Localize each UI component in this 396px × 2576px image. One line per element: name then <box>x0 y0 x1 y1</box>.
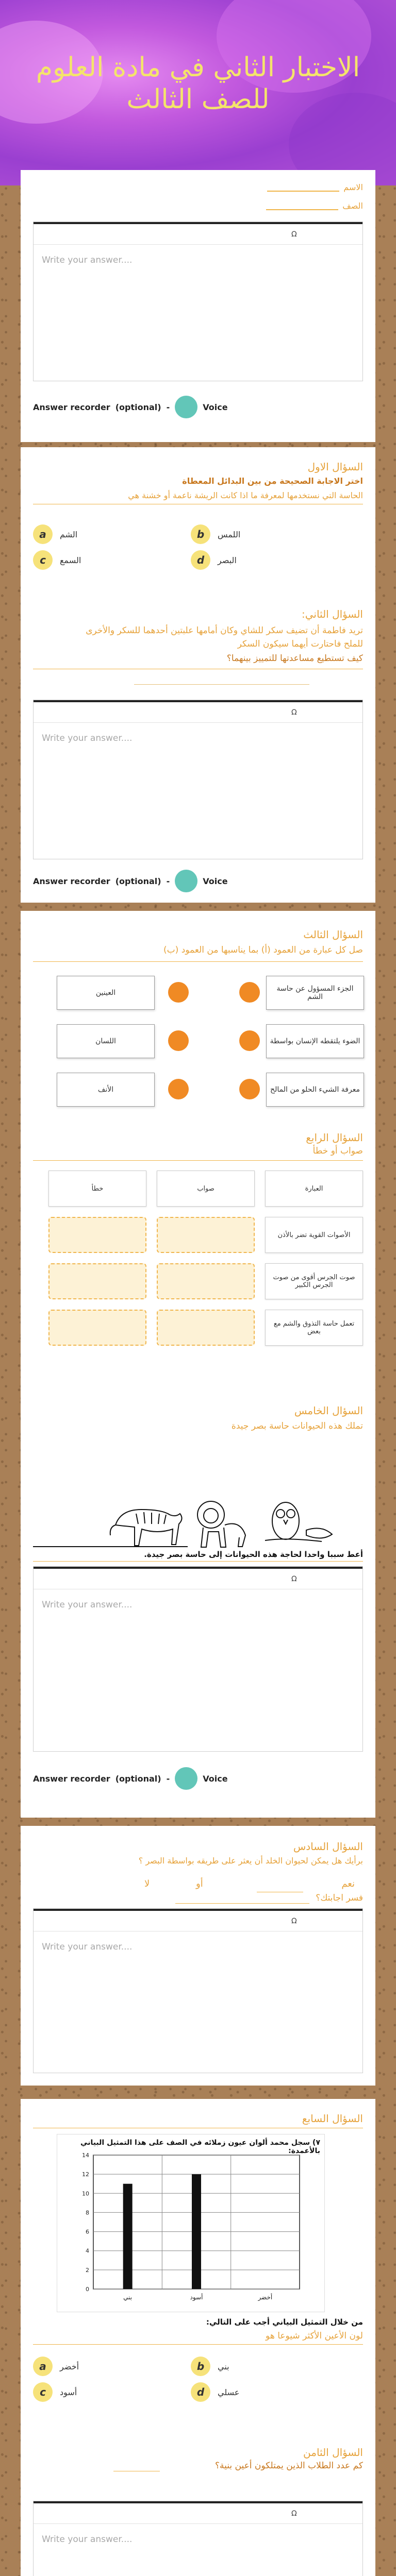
q4-heading: السؤال الرابع <box>306 1131 363 1144</box>
recorder-label: Answer recorder <box>33 876 110 886</box>
q4-drop-true-1[interactable] <box>157 1217 255 1253</box>
omega-icon[interactable]: Ω <box>291 708 297 717</box>
choice-letter-d: d <box>191 550 210 570</box>
y-tick-label: 2 <box>86 2266 89 2274</box>
choice-letter-d: d <box>191 2382 210 2402</box>
q6-heading: السؤال السادس <box>293 1840 363 1853</box>
choice-text: بني <box>218 2361 229 2371</box>
question-6-card <box>21 1826 375 2086</box>
q3-instruction: صل كل عبارة من العمود (أ) بما يناسبها من العمود (ب) <box>163 945 363 955</box>
voice-label: Voice <box>203 402 228 412</box>
q3-heading: السؤال الثالث <box>303 928 363 941</box>
answer-box-3[interactable] <box>33 1566 363 1752</box>
name-label: الاسم <box>343 182 363 192</box>
choice-letter-c: c <box>33 550 53 570</box>
bar-chart <box>57 2150 325 2315</box>
q6-or: أو <box>196 1878 203 1889</box>
q4-drop-false-1[interactable] <box>48 1217 146 1253</box>
recorder-optional: (optional) <box>115 1773 161 1784</box>
q4-drop-true-3[interactable] <box>157 1310 255 1346</box>
answer-toolbar <box>34 222 362 245</box>
owl-icon <box>265 1502 332 1541</box>
voice-record-button[interactable] <box>175 396 197 418</box>
omega-icon[interactable]: Ω <box>291 2510 297 2518</box>
q2-heading: السؤال الثاني: <box>301 608 363 620</box>
q3-right-item-1: الجزء المسؤول عن حاسة الشم <box>266 976 364 1010</box>
class-field[interactable] <box>266 202 338 210</box>
recorder-optional: (optional) <box>115 402 161 412</box>
y-tick-label: 0 <box>86 2286 89 2293</box>
q3-right-dot-2[interactable] <box>239 1030 260 1051</box>
q7-heading: السؤال السابع <box>302 2112 363 2125</box>
q6-justify: فسر اجابتك؟ <box>316 1893 363 1903</box>
q4-statement-2: صوت الجرس أقوى من صوت الجرس الكبير <box>265 1263 363 1299</box>
x-tick-label: أسود <box>190 2294 203 2301</box>
q3-left-item-1: العينين <box>57 976 155 1010</box>
q5-sub-instruction: أعط سببا واحدا لحاجة هذه الحيوانات إلى حاسة بصر جيدة. <box>144 1550 363 1559</box>
class-label: الصف <box>342 201 363 211</box>
q4-drop-true-2[interactable] <box>157 1263 255 1299</box>
q4-drop-false-2[interactable] <box>48 1263 146 1299</box>
q1-stem: الحاسة التي نستخدمها لمعرفة ما اذا كانت الريشة ناعمة أو خشنة هي <box>128 490 363 500</box>
answer-box-5[interactable] <box>33 2501 363 2576</box>
x-tick-label: أخضر <box>258 2294 273 2301</box>
voice-label: Voice <box>203 1773 228 1784</box>
q3-right-dot-3[interactable] <box>239 1079 260 1099</box>
q4-statement-1: الأصوات القوية تضر بالأذن <box>265 1217 363 1253</box>
x-tick-label: بني <box>123 2294 133 2301</box>
question-5-answer-card <box>21 1489 375 1818</box>
q8-text: كم عدد الطلاب الذين يمتلكون أعين بنية؟ <box>215 2461 363 2471</box>
bar-0 <box>123 2184 133 2289</box>
choice-text: السمع <box>60 555 81 565</box>
page-title: الاختبار الثاني في مادة العلوم للصف الثالث <box>36 52 360 115</box>
q5-heading: السؤال الخامس <box>294 1404 363 1417</box>
y-tick-label: 6 <box>86 2228 89 2235</box>
choice-letter-b: b <box>191 2357 210 2376</box>
recorder-label: Answer recorder <box>33 402 110 412</box>
q2-text-1: تريد فاطمة أن تضيف سكر للشاي وكان أمامها علبتين أحدهما للسكر والأخرى <box>86 625 363 636</box>
answer-placeholder: Write your answer.... <box>42 2534 133 2545</box>
question-1-2-card <box>21 447 375 903</box>
choice-text: أسود <box>60 2387 77 2397</box>
q3-right-item-2: الضوء يلتقطه الإنسان بواسطة <box>266 1024 364 1058</box>
q5-instruction: تملك هذه الحيوانات حاسة بصر جيدة <box>231 1421 363 1431</box>
q2-text-2: للملح فاحتارت أيهما سيكون السكر <box>237 639 363 649</box>
omega-icon[interactable]: Ω <box>291 1575 297 1583</box>
answer-placeholder: Write your answer.... <box>42 255 133 265</box>
choice-text: الشم <box>60 529 78 539</box>
voice-record-button[interactable] <box>175 1767 197 1790</box>
answer-placeholder: Write your answer.... <box>42 733 133 743</box>
q1-choice-a[interactable] <box>33 524 177 544</box>
q3-right-dot-1[interactable] <box>239 982 260 1003</box>
voice-record-button[interactable] <box>175 870 197 892</box>
q6-yes[interactable]: نعم <box>341 1878 355 1889</box>
answer-placeholder: Write your answer.... <box>42 1600 133 1610</box>
answer-toolbar <box>34 1909 362 1931</box>
q8-heading: السؤال الثامن <box>303 2446 363 2459</box>
q7-choice-a[interactable] <box>33 2357 177 2376</box>
q3-left-dot-2[interactable] <box>168 1030 189 1051</box>
answer-box-1[interactable] <box>33 222 363 381</box>
y-tick-label: 12 <box>82 2171 89 2178</box>
q4-drop-false-3[interactable] <box>48 1310 146 1346</box>
choice-letter-a: a <box>33 524 53 544</box>
q2-text-3: كيف تستطيع مساعدتها للتمييز بينهما؟ <box>226 653 363 664</box>
answer-recorder-1 <box>33 397 228 417</box>
q3-right-item-3: معرفة الشيء الحلو من المالح <box>266 1073 364 1107</box>
recorder-dash: - <box>166 402 170 412</box>
student-info-card <box>21 170 375 442</box>
eye-color-chart <box>57 2134 325 2312</box>
q3-left-dot-3[interactable] <box>168 1079 189 1099</box>
q1-choice-d[interactable] <box>191 550 335 570</box>
choice-text: البصر <box>218 555 237 565</box>
answer-toolbar <box>34 2501 362 2524</box>
q4-header-false: خطأ <box>48 1171 146 1207</box>
lion-icon <box>197 1501 245 1547</box>
q3-left-dot-1[interactable] <box>168 982 189 1003</box>
answer-recorder-2 <box>33 871 228 891</box>
choice-text: عسلي <box>218 2387 240 2397</box>
voice-label: Voice <box>203 876 228 886</box>
q7-choice-b[interactable] <box>191 2357 335 2376</box>
omega-icon[interactable]: Ω <box>291 1917 297 1925</box>
choice-letter-b: b <box>191 524 210 544</box>
q7-choice-c[interactable] <box>33 2382 177 2402</box>
y-tick-label: 14 <box>82 2152 89 2159</box>
animals-image <box>33 1489 363 1551</box>
q4-instruction: صواب أو خطأ <box>312 1146 363 1156</box>
q4-header-statement: العبارة <box>265 1171 363 1207</box>
answer-toolbar <box>34 700 362 723</box>
choice-text: أخضر <box>60 2361 79 2371</box>
question-3-4-5-card <box>21 911 375 1491</box>
recorder-optional: (optional) <box>115 876 161 886</box>
y-tick-label: 4 <box>86 2247 89 2255</box>
question-7-8-card <box>21 2099 375 2576</box>
y-tick-label: 8 <box>86 2209 89 2216</box>
page-header <box>0 0 396 185</box>
bar-1 <box>192 2174 201 2289</box>
q1-heading: السؤال الاول <box>307 461 363 473</box>
q1-choice-c[interactable] <box>33 550 177 570</box>
q7-choice-d[interactable] <box>191 2382 335 2402</box>
choice-letter-a: a <box>33 2357 53 2376</box>
answer-toolbar <box>34 1567 362 1589</box>
q7-from-chart: من خلال التمثيل البياني أجب على التالي: <box>206 2317 363 2327</box>
answer-box-2[interactable] <box>33 700 363 859</box>
q6-text: برأيك هل يمكن لحيوان الخلد أن يعثر على طريقه بواسطة البصر ؟ <box>138 1856 363 1866</box>
y-tick-label: 10 <box>82 2190 89 2197</box>
q6-no[interactable]: لا <box>144 1878 150 1889</box>
recorder-label: Answer recorder <box>33 1773 110 1784</box>
answer-placeholder: Write your answer.... <box>42 1942 133 1952</box>
tiger-icon <box>110 1510 182 1546</box>
q1-choice-b[interactable] <box>191 524 335 544</box>
recorder-dash: - <box>166 1773 170 1784</box>
q3-left-item-3: الأنف <box>57 1073 155 1107</box>
recorder-dash: - <box>166 876 170 886</box>
omega-icon[interactable]: Ω <box>291 230 297 239</box>
choice-letter-c: c <box>33 2382 53 2402</box>
q4-statement-3: تعمل حاسة التذوق والشم مع بعض <box>265 1310 363 1346</box>
name-field[interactable] <box>267 183 339 192</box>
answer-recorder-3 <box>33 1768 228 1789</box>
answer-box-4[interactable] <box>33 1908 363 2073</box>
q4-header-true: صواب <box>157 1171 255 1207</box>
q7-question: لون الأعين الأكثر شيوعا هو <box>266 2331 363 2341</box>
q3-left-item-2: اللسان <box>57 1024 155 1058</box>
q1-instruction: اختر الاجابة الصحيحة من بين البدائل المعطاة <box>182 476 363 486</box>
chart-caption: ٧) سجل محمد ألوان عيون زملائه في الصف على هذا التمثيل البياني بالأعمدة: <box>80 2139 320 2155</box>
choice-text: اللمس <box>218 529 241 539</box>
